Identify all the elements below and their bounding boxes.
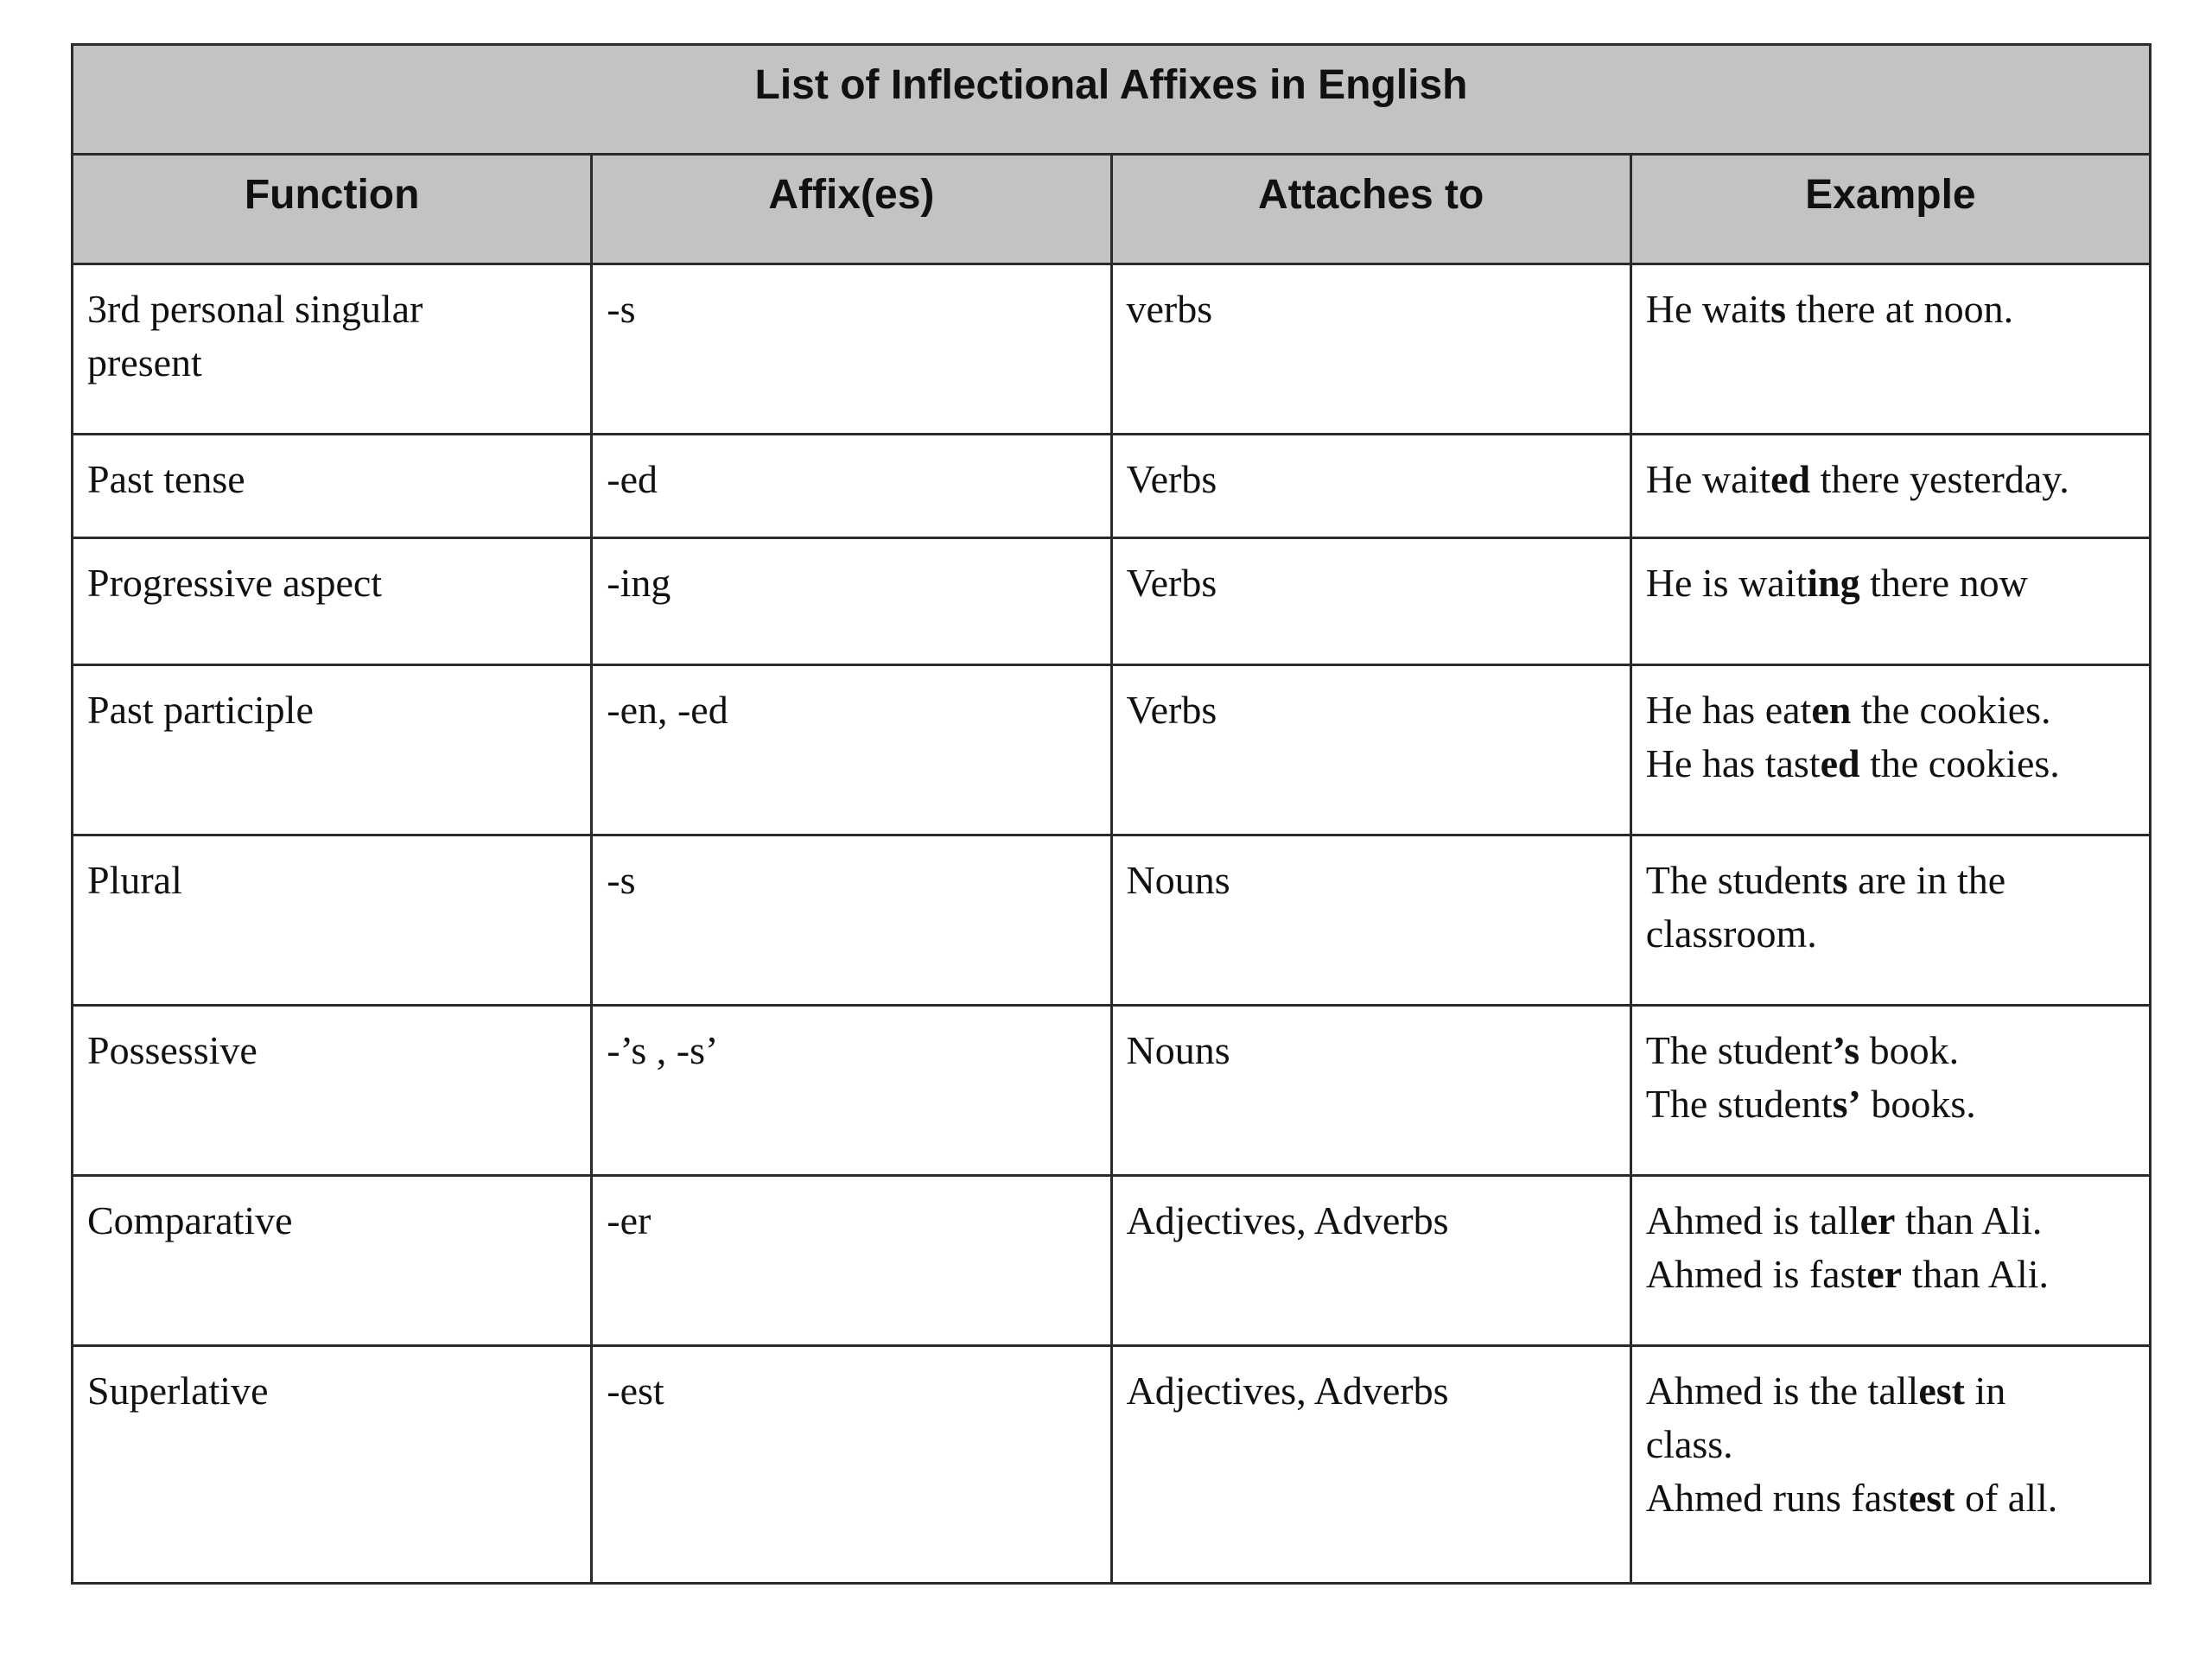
example-line [1646, 453, 2137, 506]
example-line [1646, 556, 2137, 610]
cell-example [1630, 435, 2150, 538]
example-affix-highlight: s [1832, 858, 1848, 902]
example-affix-highlight: en [1811, 688, 1852, 732]
example-text: of all. [1955, 1476, 2058, 1520]
cell-example [1630, 665, 2150, 835]
example-affix-highlight: est [1918, 1369, 1965, 1413]
cell-attaches-to: Verbs [1111, 538, 1630, 665]
table-row [73, 1346, 2151, 1584]
cell-attaches-to: Nouns [1111, 1006, 1630, 1176]
example-text: classroom. [1645, 912, 1817, 956]
example-line [1646, 1248, 2137, 1301]
header-function: Function [73, 155, 592, 264]
example-text: The student [1645, 1028, 1833, 1072]
example-text: Ahmed is fast [1645, 1252, 1867, 1296]
table-row [73, 264, 2151, 435]
function-line: Past participle [87, 688, 314, 732]
example-text: He has eat [1645, 688, 1812, 732]
cell-affix: -ing [592, 538, 1111, 665]
example-text: the cookies. [1851, 688, 2051, 732]
table-title: List of Inflectional Affixes in English [73, 45, 2151, 155]
example-line [1646, 1364, 2137, 1418]
example-text: He wait [1645, 457, 1771, 501]
cell-example [1630, 1176, 2150, 1346]
cell-example [1630, 1006, 2150, 1176]
example-text: Ahmed runs fast [1645, 1476, 1909, 1520]
cell-attaches-to: Adjectives, Adverbs [1111, 1346, 1630, 1584]
example-line [1646, 1077, 2137, 1131]
example-text: are in the [1847, 858, 2006, 902]
example-text: than Ali. [1895, 1198, 2043, 1242]
function-line: Past tense [87, 457, 245, 501]
example-text: He wait [1645, 287, 1771, 331]
function-line: Progressive aspect [87, 561, 383, 605]
example-line [1646, 1194, 2137, 1248]
example-affix-highlight: est [1908, 1476, 1955, 1520]
example-text: there now [1859, 561, 2028, 605]
cell-attaches-to: Verbs [1111, 435, 1630, 538]
example-text: Ahmed is the tall [1645, 1369, 1919, 1413]
table-row [73, 435, 2151, 538]
header-attaches-to: Attaches to [1111, 155, 1630, 264]
example-affix-highlight: ing [1807, 561, 1860, 605]
cell-affix: -s [592, 835, 1111, 1006]
cell-affix: -est [592, 1346, 1111, 1584]
cell-attaches-to: verbs [1111, 264, 1630, 435]
cell-function [73, 538, 592, 665]
header-example: Example [1630, 155, 2150, 264]
cell-affix: -s [592, 264, 1111, 435]
cell-attaches-to: Nouns [1111, 835, 1630, 1006]
example-line [1646, 1471, 2137, 1525]
cell-function [73, 1346, 592, 1584]
title-row [73, 45, 2151, 155]
example-text: The student [1645, 858, 1833, 902]
function-line: Plural [87, 858, 182, 902]
cell-attaches-to: Verbs [1111, 665, 1630, 835]
cell-attaches-to: Adjectives, Adverbs [1111, 1176, 1630, 1346]
example-text: The student [1645, 1082, 1833, 1126]
cell-function [73, 1006, 592, 1176]
example-text: book. [1859, 1028, 1960, 1072]
header-row [73, 155, 2151, 264]
example-text: Ahmed is tall [1645, 1198, 1860, 1242]
cell-affix: -’s , -s’ [592, 1006, 1111, 1176]
example-affix-highlight: ed [1770, 457, 1811, 501]
cell-function [73, 665, 592, 835]
example-text: He is wait [1645, 561, 1808, 605]
example-text: there yesterday. [1810, 457, 2069, 501]
function-line: 3rd personal singular [87, 287, 423, 331]
inflectional-affixes-table [71, 43, 2152, 1585]
example-text: there at noon. [1786, 287, 2014, 331]
table-row [73, 835, 2151, 1006]
example-text: class. [1645, 1422, 1733, 1466]
table-row [73, 538, 2151, 665]
table-row [73, 1006, 2151, 1176]
function-line: present [87, 340, 202, 384]
example-text: books. [1860, 1082, 1976, 1126]
example-line [1646, 737, 2137, 791]
cell-affix: -en, -ed [592, 665, 1111, 835]
cell-example [1630, 1346, 2150, 1584]
example-affix-highlight: ed [1820, 741, 1860, 785]
example-line [1646, 283, 2137, 336]
function-line: Superlative [87, 1369, 269, 1413]
example-line [1646, 1418, 2137, 1471]
example-line [1646, 907, 2137, 961]
cell-example [1630, 835, 2150, 1006]
example-affix-highlight: ’s [1832, 1028, 1860, 1072]
cell-function [73, 1176, 592, 1346]
cell-example [1630, 538, 2150, 665]
example-affix-highlight: er [1859, 1198, 1896, 1242]
example-affix-highlight: s’ [1832, 1082, 1861, 1126]
header-affixes: Affix(es) [592, 155, 1111, 264]
example-line [1646, 683, 2137, 737]
function-line: Comparative [87, 1198, 293, 1242]
example-affix-highlight: er [1866, 1252, 1903, 1296]
cell-function [73, 264, 592, 435]
function-line: Possessive [87, 1028, 257, 1072]
table-row [73, 1176, 2151, 1346]
example-text: than Ali. [1902, 1252, 2050, 1296]
table-row [73, 665, 2151, 835]
table-body [73, 264, 2151, 1584]
example-line [1646, 854, 2137, 907]
example-text: the cookies. [1859, 741, 2060, 785]
cell-affix: -ed [592, 435, 1111, 538]
cell-example [1630, 264, 2150, 435]
example-text: He has tast [1645, 741, 1821, 785]
cell-function [73, 435, 592, 538]
example-line [1646, 1024, 2137, 1077]
example-affix-highlight: s [1770, 287, 1786, 331]
cell-affix: -er [592, 1176, 1111, 1346]
example-text: in [1964, 1369, 2006, 1413]
cell-function [73, 835, 592, 1006]
